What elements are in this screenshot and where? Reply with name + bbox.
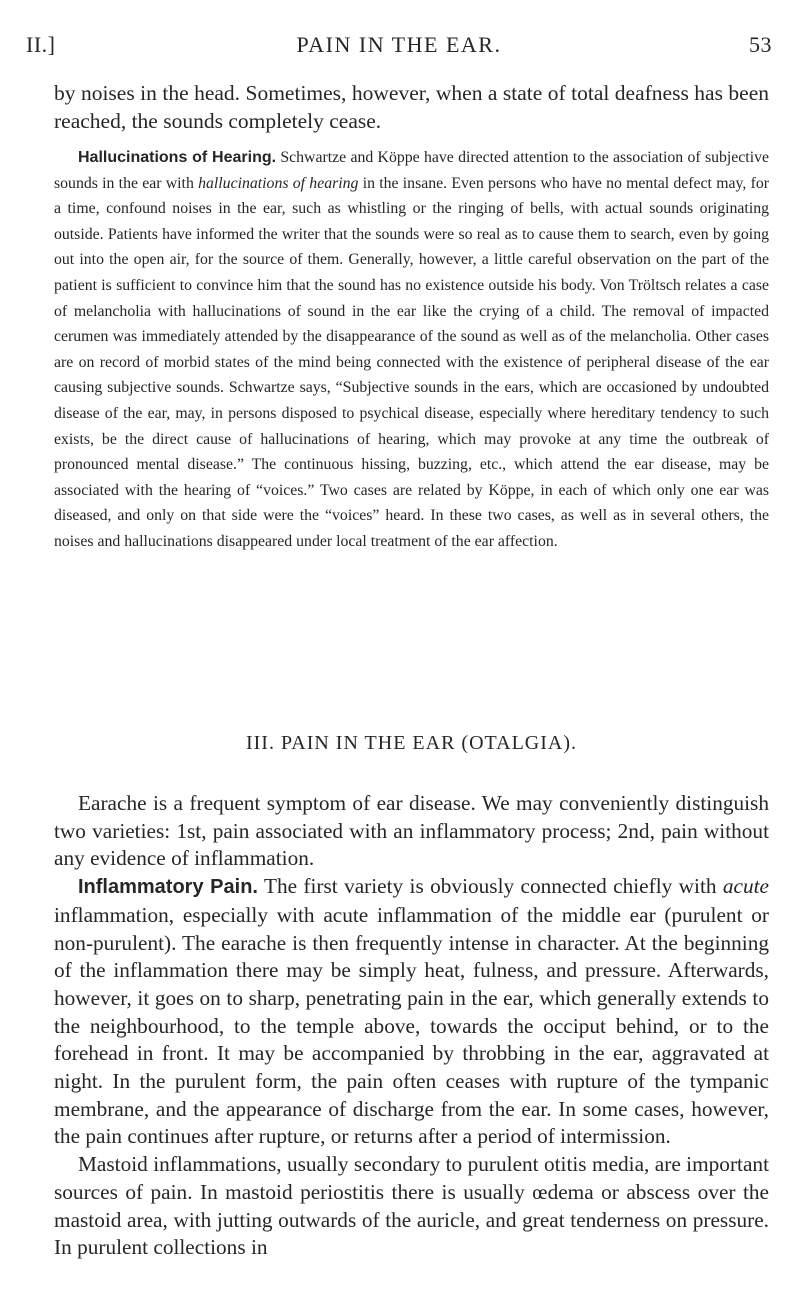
hallucinations-heading: Hallucinations of Hearing. xyxy=(78,149,277,166)
mastoid-paragraph: Mastoid inflammations, usually secondary to purulent otitis media, are important sources of pain. In mastoid periostitis there is usually œdema or abscess over the mastoid area, with jutting outwards of the auricle, and great tenderness on pressure. In purulent collections in xyxy=(54,1152,769,1260)
inflammatory-pain-heading: Inflammatory Pain. xyxy=(78,876,258,899)
hallucinations-emphasis: hallucinations of hearing xyxy=(198,174,359,192)
earache-section-body xyxy=(54,790,769,1262)
hallucinations-text-2: in the insane. Even persons who have no mental defect may, for a time, confound noises in the ear, such as whistling or the ringing of bells, with actual sounds originating outside. Patients have informed the writer that the sounds were so real as to cause them to search, even by going out into the open air, for the source of them. Generally, however, a little careful observation on the part of the patient is sufficient to convince him that the sound has no existence outside his body. Von Tröltsch relates a case of melancholia with hallucinations of sound in the ear like the crying of a child. The removal of impacted cerumen was immediately attended by the disappearance of the sound as well as of the melancholia. Other cases are on record of morbid states of the mind being connected with the existence of peripheral disease of the ear causing subjective sounds. Schwartze says, “Subjective sounds in the ears, which are occasioned by undoubted disease of the ear, may, in persons disposed to psychical disease, especially where hereditary tendency to such exists, be the direct cause of hallucinations of hearing, which may provoke at any time the outbreak of pronounced mental disease.” The continuous hissing, buzzing, etc., which attend the ear disease, may be associated with the hearing of “voices.” Two cases are related by Köppe, in each of which only one ear was diseased, and only on that side were the “voices” heard. In these two cases, as well as in several others, the noises and hallucinations disappeared under local treatment of the ear affection. xyxy=(54,174,769,550)
continuation-paragraph: by noises in the head. Sometimes, however, when a state of total deafness has been reached, the sounds completely cease. xyxy=(54,81,769,133)
running-title: PAIN IN THE EAR. xyxy=(296,32,502,57)
page-number: 53 xyxy=(749,32,772,57)
section-heading: III. PAIN IN THE EAR (OTALGIA). xyxy=(245,732,578,754)
hallucinations-text-1: Schwartze and Köppe have directed attention to the association of subjective sounds in the ear with xyxy=(54,149,769,192)
inflammatory-text-1: The first variety is obviously connected chiefly with xyxy=(257,874,723,899)
inflammatory-text-2: inflammation, especially with acute inflammation of the middle ear (purulent or non-purulent). The earache is then frequently intense in character. At the beginning of the inflammation there may be simply heat, fulness, and pressure. Afterwards, however, it goes on to sharp, penetrating pain in the ear, which generally extends to the neighbourhood, to the temple above, towards the occiput behind, or to the forehead in front. It may be accompanied by throbbing in the ear, aggravated at night. In the purulent form, the pain often ceases with rupture of the tympanic membrane, and the appearance of discharge from the ear. In some cases, however, the pain continues after rupture, or returns after a period of intermission. xyxy=(54,902,769,1149)
earache-intro-paragraph: Earache is a frequent symptom of ear disease. We may conveniently distinguish two varieties: 1st, pain associated with an inflammatory process; 2nd, pain without any evidence of inflammation. xyxy=(54,791,769,871)
hallucinations-paragraph xyxy=(54,145,769,555)
inflammatory-pain-paragraph xyxy=(54,873,769,1151)
inflammatory-emphasis: acute xyxy=(722,874,769,899)
chapter-number: II.] xyxy=(26,32,56,57)
page-header xyxy=(26,32,772,62)
